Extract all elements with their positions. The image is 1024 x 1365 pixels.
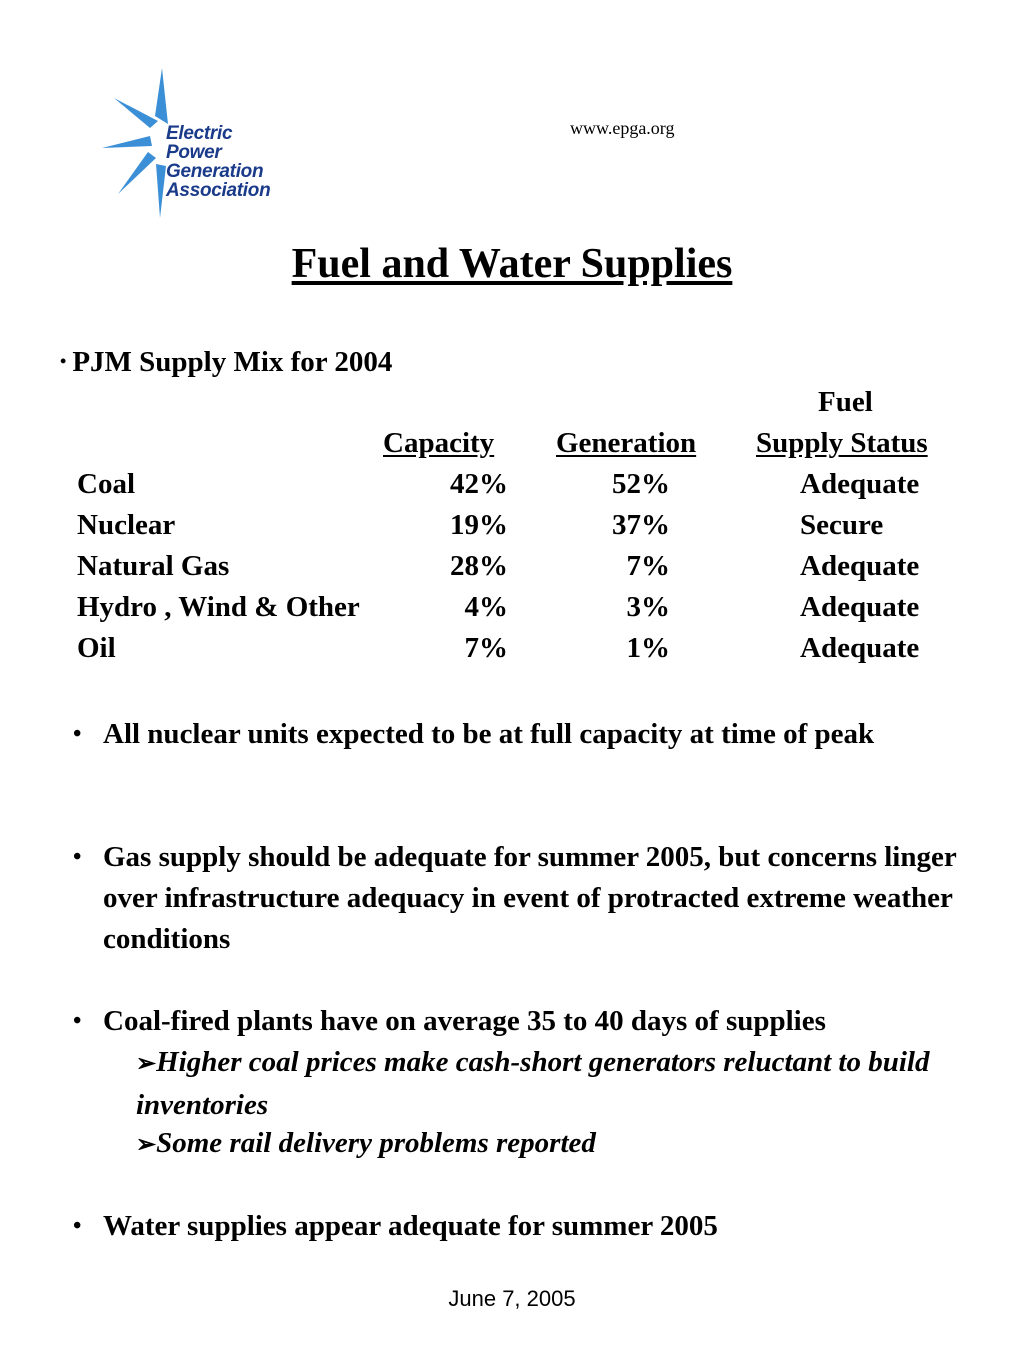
row-generation: 1% <box>626 632 670 664</box>
row-status: Secure <box>800 509 884 541</box>
arrow-bullet-icon: ➢ <box>136 1132 157 1158</box>
bullet-icon: • <box>73 1213 82 1239</box>
header-capacity: Capacity <box>383 427 495 459</box>
bullet-icon: • <box>60 351 67 371</box>
header-generation: Generation <box>556 427 697 459</box>
arrow-bullet-icon: ➢ <box>136 1051 157 1077</box>
row-source: Coal <box>77 468 135 500</box>
bullet-icon: • <box>73 721 82 747</box>
bullet-text: Coal-fired plants have on average 35 to 40 days of supplies <box>103 1005 826 1037</box>
row-capacity: 28% <box>450 550 508 582</box>
row-status: Adequate <box>800 591 920 623</box>
header-fuel: Fuel <box>818 386 873 418</box>
row-status: Adequate <box>800 550 920 582</box>
logo-line: Power <box>166 142 222 163</box>
bullet-text: All nuclear units expected to be at full capacity at time of peak <box>103 718 875 750</box>
sub-bullet-item <box>136 1123 976 1166</box>
row-generation: 52% <box>612 468 670 500</box>
bullet-icon: • <box>73 1008 82 1034</box>
row-capacity: 4% <box>464 591 508 623</box>
logo-line: Association <box>166 180 271 201</box>
bullet-item <box>73 1001 973 1042</box>
row-generation: 3% <box>626 591 670 623</box>
sub-bullet-item <box>136 1042 976 1126</box>
page-title: Fuel and Water Supplies <box>291 241 733 287</box>
bullet-text: Water supplies appear adequate for summer 2005 <box>103 1210 718 1242</box>
logo-wordmark <box>166 124 270 200</box>
bullet-text: Gas supply should be adequate for summer 2005, but concerns linger over infrastructure adequacy in event of protracted extreme weather conditions <box>103 841 957 955</box>
row-source: Hydro , Wind & Other <box>77 591 360 623</box>
sub-bullet-text: Some rail delivery problems reported <box>156 1127 596 1159</box>
logo-line: Generation <box>166 161 264 182</box>
row-generation: 37% <box>612 509 670 541</box>
row-generation: 7% <box>626 550 670 582</box>
website-url: www.epga.org <box>570 118 675 138</box>
epga-logo <box>100 66 310 226</box>
bullet-item <box>73 1206 973 1247</box>
section-heading <box>60 346 392 379</box>
bullet-item <box>73 714 973 755</box>
row-source: Natural Gas <box>77 550 230 582</box>
row-capacity: 19% <box>450 509 508 541</box>
logo-line: Electric <box>166 123 233 144</box>
header-supply-status: Supply Status <box>756 427 928 459</box>
row-source: Oil <box>77 632 116 664</box>
row-source: Nuclear <box>77 509 176 541</box>
sub-bullet-text: Higher coal prices make cash-short generators reluctant to build inventories <box>136 1046 930 1121</box>
row-capacity: 7% <box>464 632 508 664</box>
bullet-item <box>73 837 973 960</box>
row-status: Adequate <box>800 632 920 664</box>
section-heading-text: PJM Supply Mix for 2004 <box>72 346 393 378</box>
row-status: Adequate <box>800 468 920 500</box>
bullet-icon: • <box>73 844 82 870</box>
footer-date: June 7, 2005 <box>448 1286 576 1311</box>
row-capacity: 42% <box>450 468 508 500</box>
